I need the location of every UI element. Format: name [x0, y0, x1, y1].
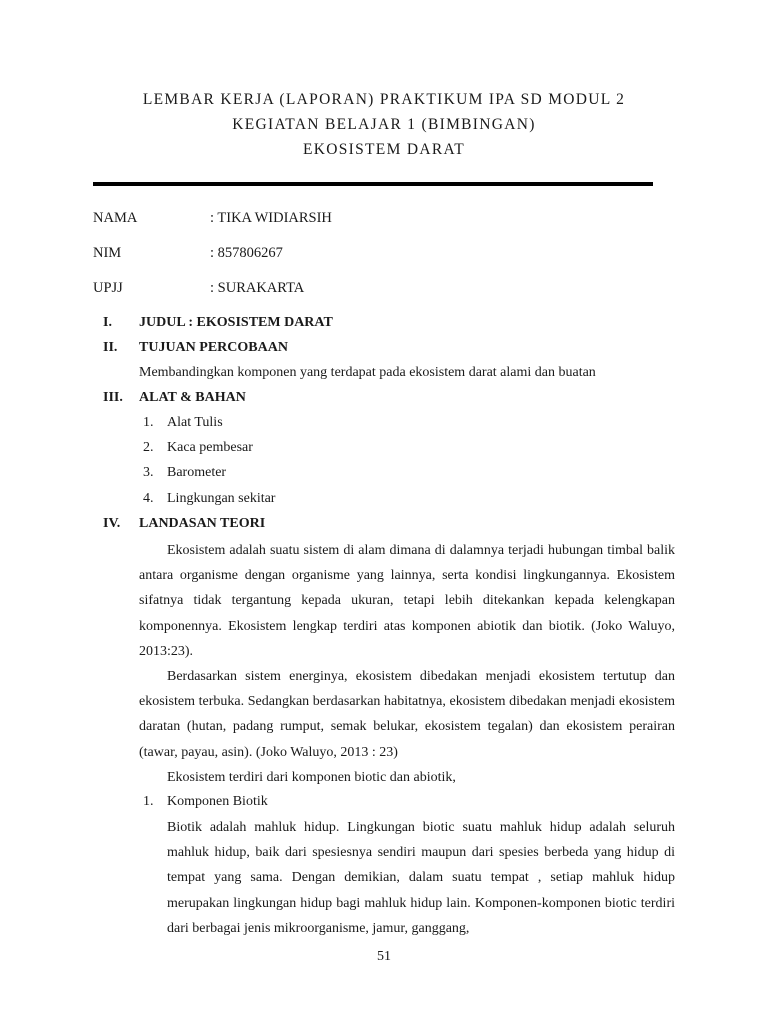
list-item-number: 3.	[143, 465, 154, 480]
biotic-paragraph: Biotik adalah mahluk hidup. Lingkungan biotic suatu mahluk hidup adalah seluruh mahluk hidup, baik dari spesiesnya sendiri maupun dari spesies berbeda yang hidup di tempat yang sama. Dengan demikian, dalam suatu tempat , setiap mahluk hidup merupakan lingkungan hidup bagi mahluk hidup lain. Komponen-komponen biotic terdiri dari berbagai jenis mikroorganisme, jamur, ganggang,	[167, 820, 675, 936]
title-divider	[93, 182, 653, 186]
name-label: NAMA	[93, 210, 138, 226]
list-item-text: Barometer	[167, 465, 227, 480]
theory-paragraph-1: Ekosistem adalah suatu sistem di alam dimana di dalamnya terjadi hubungan timbal balik antara organisme dengan organisme yang lainnya, serta kondisi lingkungannya. Ekosistem sifatnya tidak tergantung kepada ukuran, tetapi lebih ditekankan kepada kelengkapan komponennya. Ekosistem lengkap terdiri atas komponen abiotik dan biotik. (Joko Waluyo, 2013:23).	[139, 543, 675, 659]
section-4-title: LANDASAN TEORI	[139, 516, 266, 531]
upjj-label: UPJJ	[93, 280, 123, 296]
list-item-number: 2.	[143, 440, 154, 455]
document-title-line-1: LEMBAR KERJA (LAPORAN) PRAKTIKUM IPA SD MODUL 2	[142, 91, 626, 108]
section-3-number: III.	[103, 390, 123, 405]
page-number: 51	[377, 949, 391, 964]
subsection-number: 1.	[143, 794, 154, 809]
theory-paragraph-3: Ekosistem terdiri dari komponen biotic dan abiotik,	[167, 770, 456, 785]
section-1-number: I.	[103, 315, 112, 330]
nim-value: : 857806267	[210, 245, 283, 261]
list-item-number: 4.	[143, 491, 154, 506]
list-item-number: 1.	[143, 415, 154, 430]
nim-label: NIM	[93, 245, 122, 261]
section-4-number: IV.	[103, 516, 121, 531]
section-1-title: JUDUL : EKOSISTEM DARAT	[139, 315, 333, 330]
list-item-text: Kaca pembesar	[167, 440, 253, 455]
section-2-number: II.	[103, 340, 118, 355]
list-item-text: Alat Tulis	[167, 415, 223, 430]
list-item-text: Lingkungan sekitar	[167, 491, 276, 506]
section-2-title: TUJUAN PERCOBAAN	[139, 340, 288, 355]
name-value: : TIKA WIDIARSIH	[210, 210, 332, 226]
section-2-body: Membandingkan komponen yang terdapat pada ekosistem darat alami dan buatan	[139, 365, 596, 380]
document-title-line-2: KEGIATAN BELAJAR 1 (BIMBINGAN)	[232, 116, 536, 133]
document-title-line-3: EKOSISTEM DARAT	[302, 141, 466, 158]
section-3-title: ALAT & BAHAN	[139, 390, 246, 405]
subsection-title: Komponen Biotik	[167, 794, 268, 809]
upjj-value: : SURAKARTA	[210, 280, 305, 296]
theory-paragraph-2: Berdasarkan sistem energinya, ekosistem dibedakan menjadi ekosistem tertutup dan ekosistem terbuka. Sedangkan berdasarkan habitatnya, ekosistem dibedakan menjadi ekosistem daratan (hutan, padang rumput, semak belukar, ekosistem tegalan) dan ekosistem perairan (tawar, payau, asin). (Joko Waluyo, 2013 : 23)	[139, 669, 675, 760]
